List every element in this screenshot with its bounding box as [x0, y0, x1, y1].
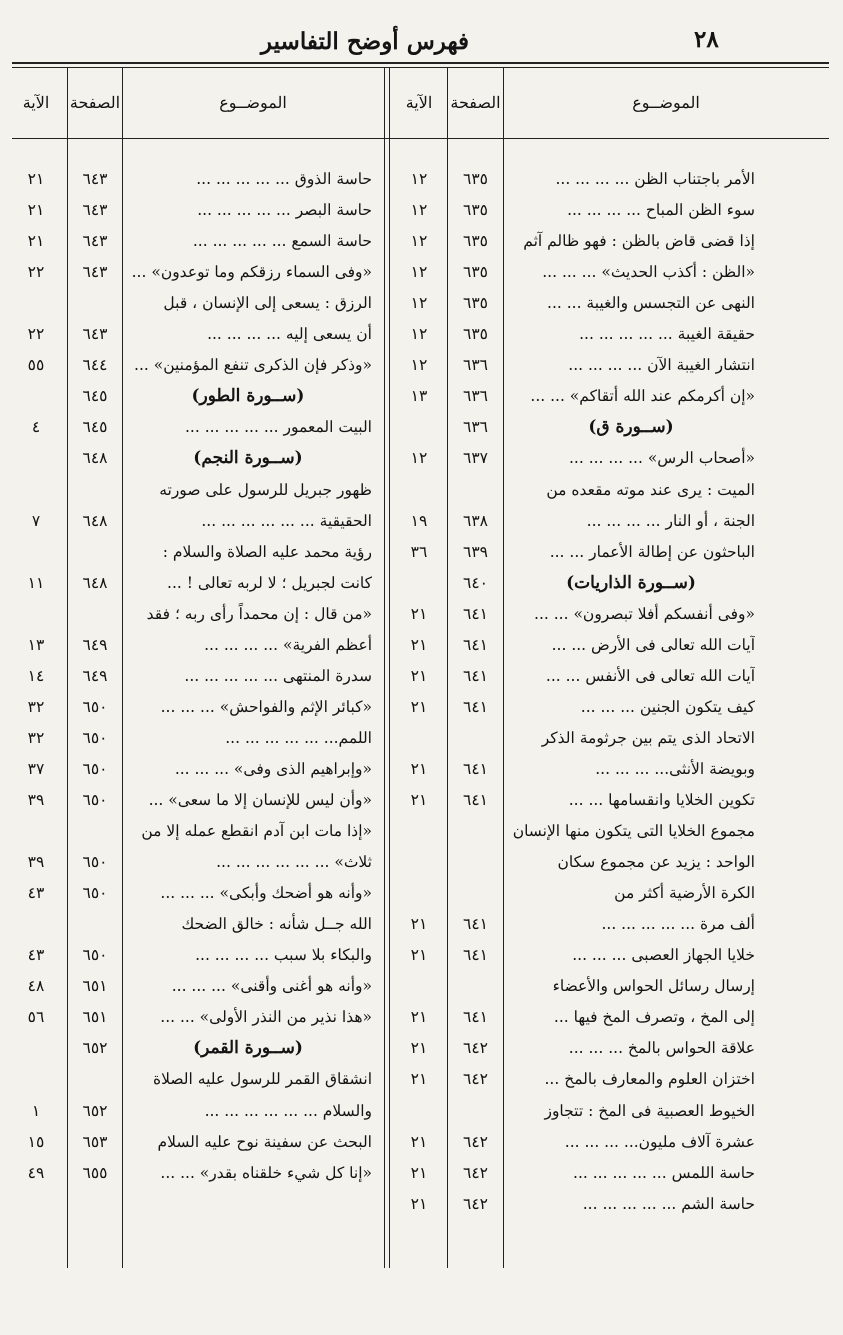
left-index-row: [0, 1127, 843, 1158]
left-index-row: [0, 195, 843, 226]
left-index-row: [0, 1002, 843, 1033]
topic-text: «وفى السماء رزقكم وما توعدون» ...: [131, 263, 372, 281]
topic-text: انشقاق القمر للرسول عليه الصلاة: [153, 1070, 372, 1088]
topic-text: «وأن ليس للإنسان إلا ما سعى» ...: [148, 791, 372, 809]
page-number-cell: ٦٣٦: [463, 418, 488, 436]
page-number-cell: ٦٣٩: [463, 543, 488, 561]
left-index-row: [0, 878, 843, 909]
topic-text: «كبائر الإثم والفواحش» ... ... ...: [160, 698, 372, 716]
page-title: فهرس أوضح التفاسير: [260, 28, 470, 55]
page-number-cell: ٦٤٥: [82, 387, 108, 405]
topic-text: «وأنه هو أضحك وأبكى» ... ... ...: [160, 884, 372, 902]
topic-text: انتشار الغيبة الآن ... ... ... ...: [568, 356, 755, 374]
page-number-cell: ٦٤٣: [82, 325, 108, 343]
left-index-row: [0, 692, 843, 723]
verse-number-cell: ٢١: [410, 1164, 428, 1182]
verse-number-cell: ٢١: [27, 170, 45, 188]
topic-text: والسلام ... ... ... ... ... ...: [204, 1102, 372, 1120]
page-number-cell: ٦٤١: [463, 1008, 488, 1026]
topic-text: إلى المخ ، وتصرف المخ فيها ...: [553, 1008, 755, 1026]
surah-heading: (ســورة النجم): [193, 448, 303, 468]
page-number-cell: ٦٤٢: [463, 1164, 488, 1182]
right-header-topic: الموضــوع: [632, 93, 700, 112]
topic-text: علاقة الحواس بالمخ ... ... ...: [568, 1039, 755, 1057]
topic-text: الأمر باجتناب الظن ... ... ... ...: [555, 170, 755, 188]
topic-text: حاسة الشم ... ... ... ... ...: [582, 1195, 755, 1213]
page-number-cell: ٦٤٨: [82, 512, 108, 530]
surah-heading: (ســورة الطور): [191, 386, 305, 406]
topic-text: عشرة آلاف مليون... ... ... ...: [564, 1133, 755, 1151]
page-number-cell: ٦٤٨: [82, 449, 108, 467]
left-index-row: [0, 940, 843, 971]
verse-number-cell: ١١: [27, 574, 45, 592]
left-index-row: [0, 568, 843, 599]
topic-text: «الظن : أكذب الحديث» ... ... ...: [542, 263, 755, 281]
verse-number-cell: ١٩: [410, 512, 428, 530]
verse-number-cell: ٢١: [27, 201, 45, 219]
verse-number-cell: ٤٨: [27, 977, 45, 995]
page-number-cell: ٦٤٢: [463, 1039, 488, 1057]
right-header-verse: الآية: [405, 93, 433, 112]
verse-number-cell: ٢١: [27, 232, 45, 250]
page-number-cell: ٦٣٥: [463, 170, 488, 188]
page-number: ٢٨: [694, 26, 719, 53]
verse-number-cell: ١٢: [410, 170, 428, 188]
page-number-cell: ٦٥٠: [82, 760, 108, 778]
left-index-row: [0, 599, 843, 630]
left-index-row: [0, 381, 843, 412]
topic-text: كيف يتكون الجنين ... ... ...: [580, 698, 755, 716]
verse-number-cell: ٢١: [410, 1039, 428, 1057]
page-number-cell: ٦٣٥: [463, 294, 488, 312]
topic-text: «وذكر فإن الذكرى تنفع المؤمنين» ...: [134, 356, 372, 374]
page-number-cell: ٦٤١: [463, 605, 488, 623]
verse-number-cell: ٣٩: [27, 791, 45, 809]
topic-text: الله جــل شأنه : خالق الضحك: [181, 915, 372, 933]
left-index-row: [0, 909, 843, 940]
topic-text: مجموع الخلايا التى يتكون منها الإنسان: [512, 822, 755, 840]
topic-text: خلايا الجهاز العصبى ... ... ...: [572, 946, 755, 964]
left-header-verse: الآية: [22, 93, 50, 112]
left-index-row: [0, 412, 843, 443]
topic-text: «وأنه هو أغنى وأقنى» ... ... ...: [171, 977, 372, 995]
page-number-cell: ٦٤٠: [463, 574, 488, 592]
page-number-cell: ٦٥٠: [82, 791, 108, 809]
left-index-row: [0, 1096, 843, 1127]
verse-number-cell: ٢١: [410, 791, 428, 809]
left-index-row: [0, 506, 843, 537]
left-index-row: [0, 537, 843, 568]
verse-number-cell: ١٢: [410, 201, 428, 219]
verse-number-cell: ٤: [31, 418, 41, 436]
surah-heading: (ســورة القمر): [193, 1038, 303, 1058]
verse-number-cell: ٢١: [410, 636, 428, 654]
left-index-row: [0, 350, 843, 381]
topic-text: الكرة الأرضية أكثر من: [614, 884, 755, 902]
topic-text: وبويضة الأنثى... ... ... ...: [595, 760, 755, 778]
verse-number-cell: ٣٢: [27, 698, 45, 716]
topic-text: تكوين الخلايا وانقسامها ... ...: [568, 791, 755, 809]
left-index-row: [0, 475, 843, 506]
left-index-row: [0, 661, 843, 692]
page-number-cell: ٦٥٢: [82, 1039, 108, 1057]
verse-number-cell: ٢١: [410, 1070, 428, 1088]
page-number-cell: ٦٤١: [463, 667, 488, 685]
topic-text: اللمم... ... ... ... ... ...: [225, 729, 372, 747]
page-number-cell: ٦٣٦: [463, 356, 488, 374]
page-number-cell: ٦٥٥: [82, 1164, 108, 1182]
topic-text: حاسة اللمس ... ... ... ... ...: [573, 1164, 755, 1182]
topic-text: كانت لجبريل ؛ لا لربه تعالى ! ...: [167, 574, 372, 592]
page-number-cell: ٦٤٩: [82, 636, 108, 654]
verse-number-cell: ٥٦: [27, 1008, 45, 1026]
verse-number-cell: ١٢: [410, 263, 428, 281]
topic-text: «أصحاب الرس» ... ... ... ...: [568, 449, 755, 467]
page-number-cell: ٦٥١: [82, 977, 108, 995]
topic-text: حاسة البصر ... ... ... ... ...: [197, 201, 372, 219]
topic-text: ثلاث» ... ... ... ... ... ...: [216, 853, 372, 871]
topic-text: «من قال : إن محمداً رأى ربه ؛ فقد: [146, 605, 372, 623]
topic-text: «وفى أنفسكم أفلا تبصرون» ... ...: [534, 605, 755, 623]
page-number-cell: ٦٣٧: [463, 449, 488, 467]
page-number-cell: ٦٥٠: [82, 884, 108, 902]
page-number-cell: ٦٣٥: [463, 201, 488, 219]
topic-text: الحقيقية ... ... ... ... ... ...: [201, 512, 372, 530]
topic-text: «إذا مات ابن آدم انقطع عمله إلا من: [141, 822, 372, 840]
left-index-row: [0, 971, 843, 1002]
page-number-cell: ٦٤٢: [463, 1070, 488, 1088]
header-rule-second: [12, 67, 829, 68]
left-index-row: [0, 1064, 843, 1095]
topic-text: حاسة السمع ... ... ... ... ...: [192, 232, 372, 250]
verse-number-cell: ١٢: [410, 449, 428, 467]
left-index-row: [0, 257, 843, 288]
topic-text: ألف مرة ... ... ... ... ...: [601, 915, 755, 933]
topic-text: الجنة ، أو النار ... ... ... ...: [586, 512, 755, 530]
page-number-cell: ٦٥٠: [82, 946, 108, 964]
page-number-cell: ٦٤٣: [82, 263, 108, 281]
topic-text: «هذا نذير من النذر الأولى» ... ...: [160, 1008, 372, 1026]
verse-number-cell: ٢٢: [27, 263, 45, 281]
topic-text: رؤية محمد عليه الصلاة والسلام :: [162, 543, 372, 561]
page-number-cell: ٦٥٠: [82, 729, 108, 747]
left-index-row: [0, 630, 843, 661]
verse-number-cell: ٣٦: [410, 543, 428, 561]
verse-number-cell: ٢١: [410, 605, 428, 623]
left-index-row: [0, 816, 843, 847]
page-number-cell: ٦٣٥: [463, 325, 488, 343]
page-number-cell: ٦٤١: [463, 791, 488, 809]
left-index-row: [0, 288, 843, 319]
left-index-row: [0, 754, 843, 785]
verse-number-cell: ١٤: [27, 667, 45, 685]
page-number-cell: ٦٣٥: [463, 232, 488, 250]
left-header-topic: الموضــوع: [219, 93, 287, 112]
verse-number-cell: ١٢: [410, 356, 428, 374]
topic-text: النهى عن التجسس والغيبة ... ...: [547, 294, 755, 312]
topic-text: اختزان العلوم والمعارف بالمخ ...: [544, 1070, 755, 1088]
topic-text: «وإبراهيم الذى وفى» ... ... ...: [174, 760, 372, 778]
topic-text: ظهور جبريل للرسول على صورته: [159, 481, 372, 499]
verse-number-cell: ١٢: [410, 232, 428, 250]
verse-number-cell: ١٥: [27, 1133, 45, 1151]
left-index-row: [0, 847, 843, 878]
left-index-row: [0, 319, 843, 350]
page-number-cell: ٦٤٩: [82, 667, 108, 685]
topic-text: أن يسعى إليه ... ... ... ...: [207, 325, 372, 343]
topic-text: حقيقة الغيبة ... ... ... ... ...: [579, 325, 755, 343]
page-number-cell: ٦٣٦: [463, 387, 488, 405]
verse-number-cell: ١٢: [410, 325, 428, 343]
verse-number-cell: ٣٧: [27, 760, 45, 778]
verse-number-cell: ٤٣: [27, 946, 45, 964]
page-number-cell: ٦٣٥: [463, 263, 488, 281]
verse-number-cell: ١٢: [410, 294, 428, 312]
page-number-cell: ٦٤٤: [82, 356, 108, 374]
left-index-row: [0, 1033, 843, 1064]
page-number-cell: ٦٥١: [82, 1008, 108, 1026]
verse-number-cell: ٤٣: [27, 884, 45, 902]
page-number-cell: ٦٤٢: [463, 1133, 488, 1151]
page-number-cell: ٦٤١: [463, 760, 488, 778]
topic-text: البيت المعمور ... ... ... ... ...: [185, 418, 372, 436]
verse-number-cell: ٢١: [410, 698, 428, 716]
page-number-cell: ٦٥٣: [82, 1133, 108, 1151]
surah-heading: (ســورة ق): [588, 417, 674, 437]
right-header-page: الصفحة: [450, 93, 501, 112]
topic-text: حاسة الذوق ... ... ... ... ...: [196, 170, 372, 188]
page-number-cell: ٦٤٣: [82, 170, 108, 188]
topic-text: إذا قضى قاض بالظن : فهو ظالم آثم: [523, 232, 755, 250]
page-number-cell: ٦٤١: [463, 636, 488, 654]
left-index-row: [0, 226, 843, 257]
left-index-row: [0, 164, 843, 195]
verse-number-cell: ٤٩: [27, 1164, 45, 1182]
topic-text: «إن أكرمكم عند الله أتقاكم» ... ...: [530, 387, 755, 405]
topic-text: سوء الظن المباح ... ... ... ...: [567, 201, 755, 219]
verse-number-cell: ١٣: [27, 636, 45, 654]
page-number-cell: ٦٣٨: [463, 512, 488, 530]
header-rule-top: [12, 62, 829, 64]
topic-text: الميت : يرى عند موته مقعده من: [546, 481, 755, 499]
columns-header-rule: [12, 138, 829, 139]
topic-text: آيات الله تعالى فى الأنفس ... ...: [545, 667, 755, 685]
verse-number-cell: ١: [31, 1102, 41, 1120]
topic-text: الرزق : يسعى إلى الإنسان ، قبل: [163, 294, 372, 312]
page-number-cell: ٦٤٨: [82, 574, 108, 592]
surah-heading: (ســورة الذاريات): [566, 573, 696, 593]
topic-text: إرسال رسائل الحواس والأعضاء: [552, 977, 755, 995]
verse-number-cell: ٣٩: [27, 853, 45, 871]
page-number-cell: ٦٥٢: [82, 1102, 108, 1120]
topic-text: البحث عن سفينة نوح عليه السلام: [157, 1133, 372, 1151]
topic-text: الخيوط العصبية فى المخ : تتجاوز: [544, 1102, 755, 1120]
left-index-row: [0, 443, 843, 474]
verse-number-cell: ٢١: [410, 946, 428, 964]
topic-text: سدرة المنتهى ... ... ... ... ...: [184, 667, 372, 685]
verse-number-cell: ٢١: [410, 1195, 428, 1213]
page-number-cell: ٦٤٢: [463, 1195, 488, 1213]
page-number-cell: ٦٤١: [463, 946, 488, 964]
topic-text: الباحثون عن إطالة الأعمار ... ...: [549, 543, 755, 561]
page-number-cell: ٦٤٣: [82, 201, 108, 219]
page-number-cell: ٦٥٠: [82, 698, 108, 716]
verse-number-cell: ٢١: [410, 667, 428, 685]
topic-text: الاتحاد الذى يتم بين جرثومة الذكر: [541, 729, 755, 747]
left-index-row: [0, 723, 843, 754]
verse-number-cell: ٣٢: [27, 729, 45, 747]
verse-number-cell: ٥٥: [27, 356, 45, 374]
topic-text: الواحد : يزيد عن مجموع سكان: [557, 853, 755, 871]
topic-text: آيات الله تعالى فى الأرض ... ...: [551, 636, 755, 654]
verse-number-cell: ١٣: [410, 387, 428, 405]
verse-number-cell: ٢١: [410, 915, 428, 933]
verse-number-cell: ٢١: [410, 760, 428, 778]
verse-number-cell: ٢١: [410, 1133, 428, 1151]
page-number-cell: ٦٤٥: [82, 418, 108, 436]
topic-text: أعظم الفرية» ... ... ... ...: [204, 636, 372, 654]
page-number-cell: ٦٥٠: [82, 853, 108, 871]
verse-number-cell: ٢١: [410, 1008, 428, 1026]
left-header-page: الصفحة: [69, 93, 121, 112]
verse-number-cell: ٢٢: [27, 325, 45, 343]
verse-number-cell: ٧: [31, 512, 41, 530]
left-index-row: [0, 785, 843, 816]
page-number-cell: ٦٤١: [463, 698, 488, 716]
page-number-cell: ٦٤١: [463, 915, 488, 933]
left-index-row: [0, 1158, 843, 1189]
topic-text: «إنا كل شيء خلقناه بقدر» ... ...: [160, 1164, 372, 1182]
page-number-cell: ٦٤٣: [82, 232, 108, 250]
right-index-row: [0, 1189, 843, 1220]
topic-text: والبكاء بلا سبب ... ... ... ...: [195, 946, 372, 964]
